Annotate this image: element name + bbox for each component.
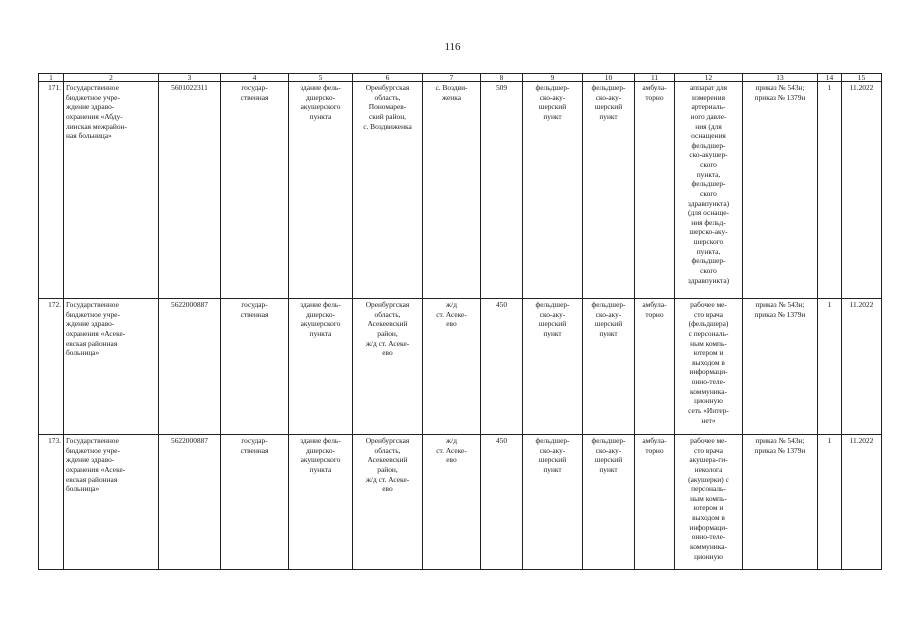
unit-type-2: фельдшер- ско-аку- шерский пункт [583,82,635,299]
care-mode: амбула- торно [635,299,675,435]
unit-type-2: фельдшер- ско-аку- шерский пункт [583,299,635,435]
column-header: 5 [289,74,353,82]
date: 11.2022 [842,435,882,570]
organization-name: Государственное бюджетное учре- ждение здраво- охранения «Абду- линская межрайон- ная больница» [64,82,159,299]
column-header: 8 [481,74,523,82]
row-number: 173. [39,435,64,570]
locality: ж/д ст. Асеке- ево [423,299,481,435]
column-header: 11 [635,74,675,82]
order-reference: приказ № 543н; приказ № 1379н [743,299,818,435]
code: 509 [481,82,523,299]
inn-code: 5622000887 [159,435,221,570]
column-header: 6 [353,74,423,82]
organization-name: Государственное бюджетное учре- ждение здраво- охранения «Асеке- евская районная больница» [64,299,159,435]
care-mode: амбула- торно [635,82,675,299]
column-header: 4 [221,74,289,82]
table-row [39,82,882,299]
address: Оренбургская область, Асекеевский район, ж/д ст. Асеке- ево [353,299,423,435]
column-header: 14 [818,74,842,82]
column-header: 3 [159,74,221,82]
order-reference: приказ № 543н; приказ № 1379н [743,82,818,299]
ownership-type: государ- ственная [221,299,289,435]
table-row [39,435,882,570]
page-number: 116 [444,41,461,53]
locality: с. Воздви- женка [423,82,481,299]
ownership-type: государ- ственная [221,82,289,299]
column-header: 10 [583,74,635,82]
ownership-type: государ- ственная [221,435,289,570]
order-reference: приказ № 543н; приказ № 1379н [743,435,818,570]
building-type: здание фель- дшерско- акушерского пункта [289,299,353,435]
column-header: 7 [423,74,481,82]
quantity: 1 [818,299,842,435]
unit-type: фельдшер- ско-аку- шерский пункт [523,435,583,570]
equipment: рабочее ме- сто врача акушера-ги- неколога (акушерки) с персональ- ным компь- ютером и выходом в информаци- онно-теле- коммуника- ционную [675,435,743,570]
data-table [38,73,882,570]
table-row [39,299,882,435]
inn-code: 5601022311 [159,82,221,299]
unit-type: фельдшер- ско-аку- шерский пункт [523,299,583,435]
address: Оренбургская область, Асекеевский район, ж/д ст. Асеке- ево [353,435,423,570]
row-number: 172. [39,299,64,435]
column-header: 2 [64,74,159,82]
address: Оренбургская область, Пономарев- ский район, с. Воздвиженка [353,82,423,299]
equipment: аппарат для измерения артериаль- ного давле- ния (для оснащения фельдшер- ско-акушер- ского пункта, фельдшер- ского здравпункта) (для оснаще- ния фельд- шерско-аку- шерского пункта, фельдшер- ского здравпункта) [675,82,743,299]
column-header: 13 [743,74,818,82]
unit-type: фельдшер- ско-аку- шерский пункт [523,82,583,299]
quantity: 1 [818,82,842,299]
column-header: 9 [523,74,583,82]
inn-code: 5622000887 [159,299,221,435]
building-type: здание фель- дшерско- акушерского пункта [289,435,353,570]
code: 450 [481,299,523,435]
equipment: рабочее ме- сто врача (фельдшера) с персональ- ным компь- ютером и выходом в информаци- онно-теле- коммуника- ционную сеть «Интер- нет» [675,299,743,435]
building-type: здание фель- дшерско- акушерского пункта [289,82,353,299]
column-number-row [39,74,882,82]
column-header: 15 [842,74,882,82]
organization-name: Государственное бюджетное учре- ждение здраво- охранения «Асеке- евская районная больница» [64,435,159,570]
code: 450 [481,435,523,570]
locality: ж/д ст. Асеке- ево [423,435,481,570]
date: 11.2022 [842,299,882,435]
column-header: 12 [675,74,743,82]
date: 11.2022 [842,82,882,299]
column-header: 1 [39,74,64,82]
row-number: 171. [39,82,64,299]
quantity: 1 [818,435,842,570]
unit-type-2: фельдшер- ско-аку- шерский пункт [583,435,635,570]
care-mode: амбула- торно [635,435,675,570]
